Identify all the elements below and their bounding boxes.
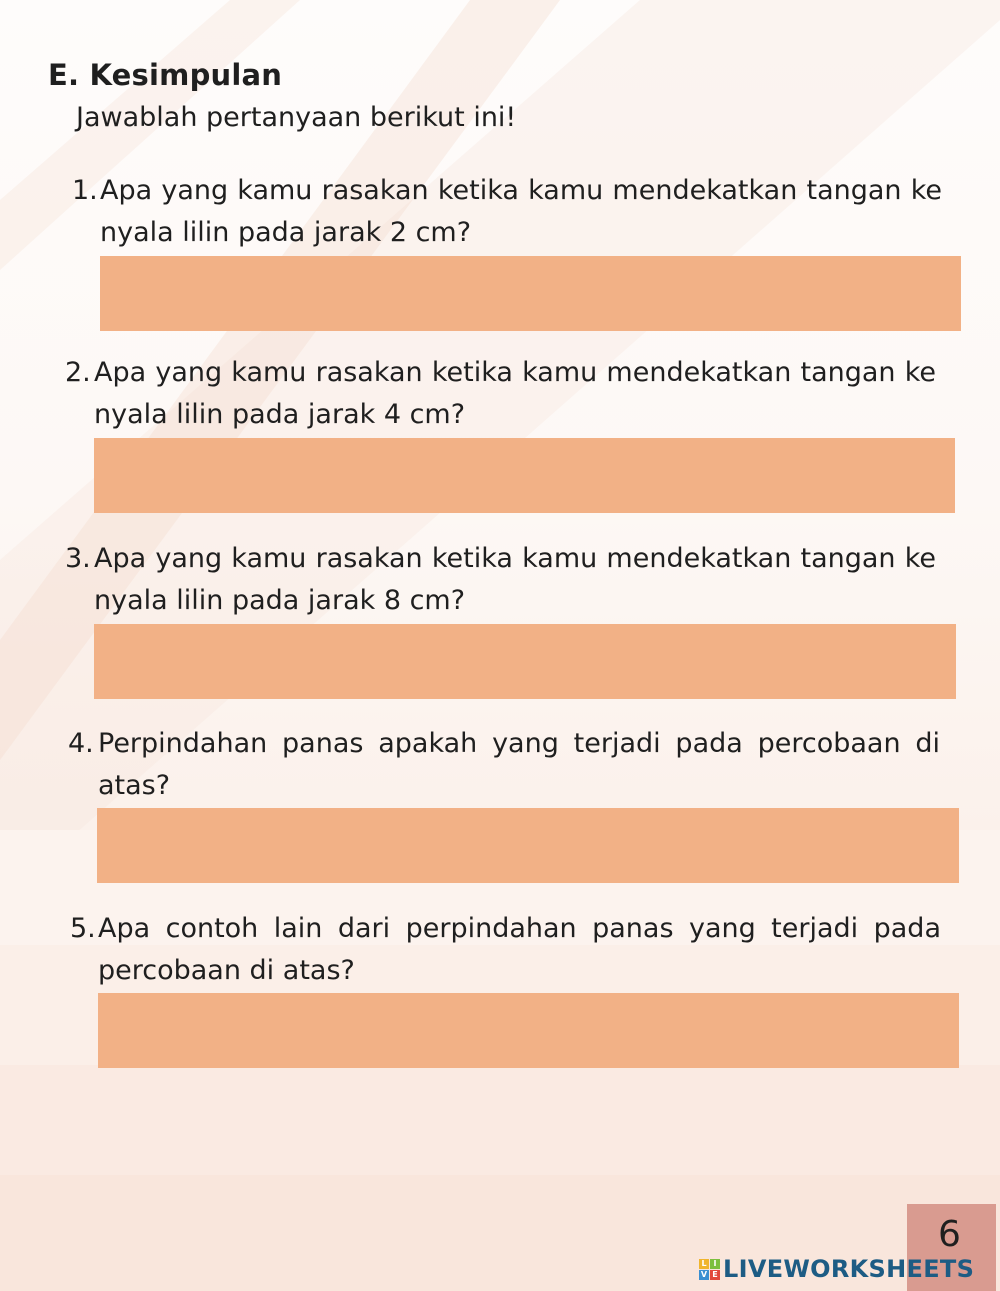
question-number: 1. [72, 175, 98, 206]
answer-input-5[interactable] [98, 993, 959, 1068]
brand-name: LIVEWORKSHEETS [723, 1255, 975, 1283]
page-number: 6 [938, 1214, 961, 1255]
section-heading: E. Kesimpulan [48, 58, 283, 92]
question-text: Apa yang kamu rasakan ketika kamu mendekatkan tangan ke nyala lilin pada jarak 2 cm? [100, 175, 942, 248]
question-3 [65, 538, 936, 622]
question-text: Apa yang kamu rasakan ketika kamu mendekatkan tangan ke nyala lilin pada jarak 4 cm? [94, 357, 936, 430]
answer-input-2[interactable] [94, 438, 955, 513]
answer-input-4[interactable] [97, 808, 959, 883]
question-text: Apa contoh lain dari perpindahan panas yang terjadi pada percobaan di atas? [98, 913, 941, 986]
question-1 [72, 170, 942, 254]
question-text: Perpindahan panas apakah yang terjadi pada percobaan di atas? [98, 728, 940, 801]
answer-input-1[interactable] [100, 256, 961, 331]
logo-letter: I [710, 1259, 720, 1269]
question-number: 5. [70, 913, 96, 944]
instruction-text: Jawablah pertanyaan berikut ini! [76, 102, 517, 133]
question-number: 4. [68, 728, 94, 759]
question-2 [65, 352, 936, 436]
logo-letter: V [700, 1269, 708, 1279]
logo-letter: E [710, 1270, 720, 1280]
question-5 [70, 908, 941, 992]
liveworksheets-logo[interactable] [699, 1253, 974, 1285]
question-text: Apa yang kamu rasakan ketika kamu mendekatkan tangan ke nyala lilin pada jarak 8 cm? [94, 543, 936, 616]
question-number: 3. [65, 543, 91, 574]
logo-letter: L [699, 1259, 709, 1269]
answer-input-3[interactable] [94, 624, 956, 699]
question-number: 2. [65, 357, 91, 388]
logo-icon [699, 1259, 720, 1280]
background-band [0, 1065, 1000, 1175]
question-4 [68, 723, 940, 807]
